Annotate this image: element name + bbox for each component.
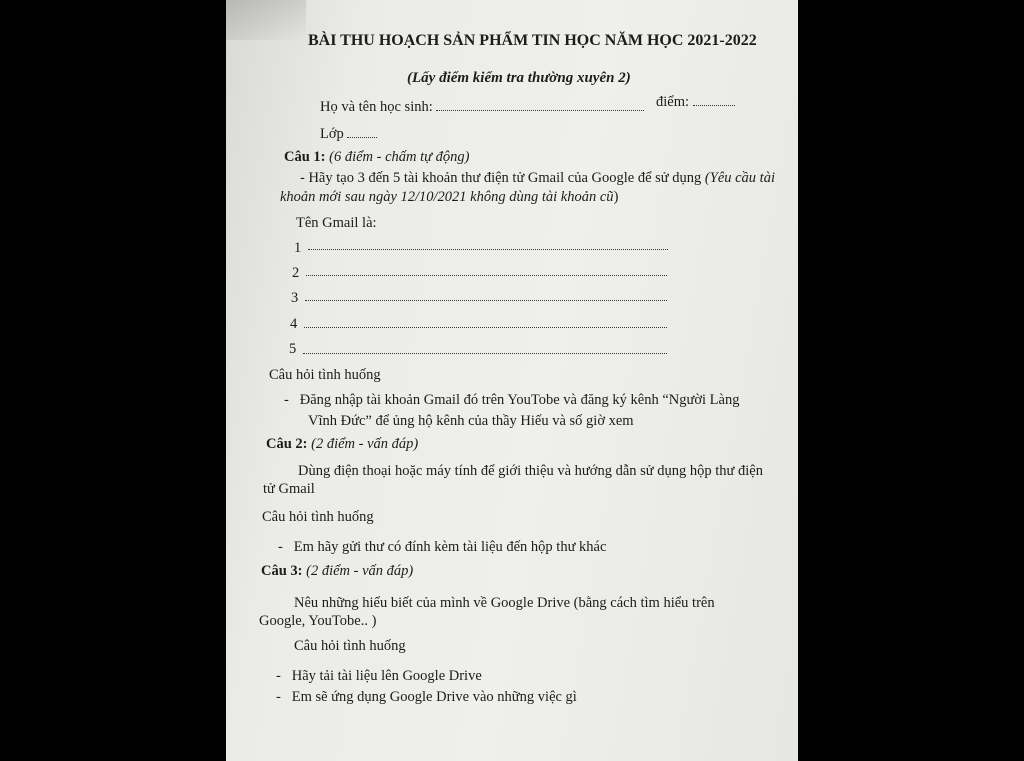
score-field — [656, 93, 735, 111]
student-name-label: Họ và tên học sinh: — [320, 99, 433, 115]
situation-heading-3: Câu hỏi tình huống — [294, 638, 406, 654]
question-3-heading: Câu 3: (2 điểm - vấn đáp) — [261, 563, 414, 579]
question-1-text-line1: - Hãy tạo 3 đến 5 tài khoản thư điện tử Gmail của Google để sử dụng (Yêu cầu tài — [300, 170, 775, 186]
situation-3-item-2: - Em sẽ ứng dụng Google Drive vào những việc gì — [276, 689, 577, 705]
question-2-heading: Câu 2: (2 điểm - vấn đáp) — [266, 436, 419, 452]
situation-2-text: - Em hãy gửi thư có đính kèm tài liệu đến hộp thư khác — [278, 539, 607, 555]
question-1-heading: Câu 1: (6 điểm - chấm tự động) — [284, 149, 470, 165]
question-2-text-line2: tử Gmail — [263, 481, 315, 497]
gmail-list-label: Tên Gmail là: — [296, 215, 377, 231]
gmail-line-number-2: 2 — [292, 265, 300, 281]
situation-heading-2: Câu hỏi tình huống — [262, 509, 374, 525]
worksheet-page — [226, 0, 798, 761]
score-blank — [693, 93, 735, 106]
gmail-line-4 — [304, 327, 667, 328]
situation-1-text-line2: Vĩnh Đức” để ủng hộ kênh của thầy Hiếu và số giờ xem — [308, 413, 634, 429]
situation-heading-1: Câu hỏi tình huống — [269, 367, 381, 383]
question-3-text-line2: Google, YouTobe.. ) — [259, 613, 377, 629]
situation-3-item-1: - Hãy tải tài liệu lên Google Drive — [276, 668, 482, 684]
student-name-field — [320, 98, 644, 116]
gmail-line-5 — [303, 353, 667, 354]
question-1-text-line2: khoản mới sau ngày 12/10/2021 không dùng tài khoản cũ) — [280, 189, 619, 205]
document-title: BÀI THU HOẠCH SẢN PHẨM TIN HỌC NĂM HỌC 2021-2022 — [308, 32, 757, 49]
gmail-line-2 — [306, 275, 667, 276]
score-label: điểm: — [656, 94, 690, 110]
class-blank — [347, 125, 377, 138]
student-name-blank — [436, 98, 644, 111]
gmail-line-number-5: 5 — [289, 341, 297, 357]
class-field — [320, 125, 377, 143]
gmail-line-number-1: 1 — [294, 240, 302, 256]
document-subtitle: (Lấy điểm kiểm tra thường xuyên 2) — [407, 70, 631, 86]
question-3-text-line1: Nêu những hiểu biết của mình về Google Drive (bằng cách tìm hiểu trên — [294, 595, 715, 611]
situation-1-text-line1: - Đăng nhập tài khoản Gmail đó trên YouTobe và đăng ký kênh “Người Làng — [284, 392, 740, 408]
class-label: Lớp — [320, 126, 344, 142]
page-shadow — [226, 0, 306, 40]
gmail-line-number-3: 3 — [291, 290, 299, 306]
question-2-text-line1: Dùng điện thoại hoặc máy tính để giới thiệu và hướng dẫn sử dụng hộp thư điện — [298, 463, 763, 479]
gmail-line-1 — [308, 249, 668, 250]
gmail-line-number-4: 4 — [290, 316, 298, 332]
gmail-line-3 — [305, 300, 667, 301]
